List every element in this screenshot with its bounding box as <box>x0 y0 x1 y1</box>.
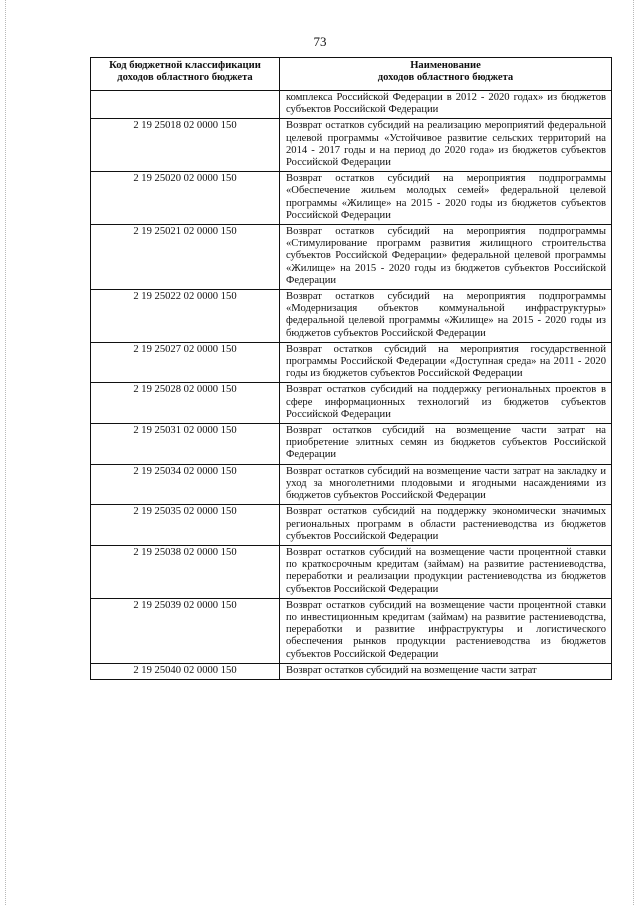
table-row <box>91 119 612 172</box>
row-name: Возврат остатков субсидий на возмещение части процентной ставки по инвестиционным кредитам (займам) на развитие растениеводства, переработки и развитие инфраструктуры и логистического обеспечения рынков продукции растениеводства из бюджетов субъектов Российской Федерации <box>280 598 612 663</box>
budget-income-table <box>90 57 612 680</box>
row-code: 2 19 25034 02 0000 150 <box>91 464 280 505</box>
row-name: Возврат остатков субсидий на поддержку региональных проектов в сфере информационных технологий из бюджетов субъектов Российской Федерации <box>280 383 612 424</box>
row-code: 2 19 25035 02 0000 150 <box>91 505 280 546</box>
table-row <box>91 663 612 679</box>
row-name: Возврат остатков субсидий на поддержку экономически значимых региональных программ в области растениеводства из бюджетов субъектов Российской Федерации <box>280 505 612 546</box>
table-row <box>91 225 612 290</box>
row-code <box>91 91 280 119</box>
row-name: Возврат остатков субсидий на мероприятия государственной программы Российской Федерации «Доступная среда» на 2011 - 2020 годы из бюджетов субъектов Российской Федерации <box>280 342 612 383</box>
row-code: 2 19 25038 02 0000 150 <box>91 545 280 598</box>
row-name: Возврат остатков субсидий на мероприятия подпрограммы «Модернизация объектов коммунальной инфраструктуры» федеральной целевой программы «Жилище» на 2015 - 2020 годы из бюджетов субъектов Российской Федерации <box>280 290 612 343</box>
page-number: 73 <box>313 34 327 49</box>
table-row <box>91 383 612 424</box>
row-name: Возврат остатков субсидий на мероприятия подпрограммы «Обеспечение жильем молодых семей» федеральной целевой программы «Жилище» на 2015 - 2020 годы из бюджетов субъектов Российской Федерации <box>280 172 612 225</box>
table-row <box>91 464 612 505</box>
row-name: Возврат остатков субсидий на возмещение части процентной ставки по краткосрочным кредитам (займам) на развитие растениеводства, переработки и реализации продукции растениеводства из бюджетов субъектов Российской Федерации <box>280 545 612 598</box>
row-name: Возврат остатков субсидий на возмещение части затрат на закладку и уход за многолетними плодовыми и ягодными насаждениями из бюджетов субъектов Российской Федерации <box>280 464 612 505</box>
page-edge-right <box>633 0 635 905</box>
header-code <box>91 58 280 91</box>
table-row <box>91 598 612 663</box>
table-header-row <box>91 58 612 91</box>
table-row <box>91 424 612 465</box>
row-name: Возврат остатков субсидий на возмещение части затрат на приобретение элитных семян из бюджетов субъектов Российской Федерации <box>280 424 612 465</box>
row-name: Возврат остатков субсидий на реализацию мероприятий федеральной целевой программы «Устойчивое развитие сельских территорий на 2014 - 2017 годы и на период до 2020 года» из бюджетов субъектов Российской Федерации <box>280 119 612 172</box>
table-row <box>91 545 612 598</box>
table-row <box>91 505 612 546</box>
page-edge-left <box>5 0 7 905</box>
row-code: 2 19 25031 02 0000 150 <box>91 424 280 465</box>
header-name-line-1: Наименование <box>410 60 481 71</box>
row-code: 2 19 25040 02 0000 150 <box>91 663 280 679</box>
row-code: 2 19 25039 02 0000 150 <box>91 598 280 663</box>
row-code: 2 19 25020 02 0000 150 <box>91 172 280 225</box>
header-code-line-1: Код бюджетной классификации <box>109 60 261 71</box>
table-row <box>91 342 612 383</box>
table-row <box>91 172 612 225</box>
row-code: 2 19 25028 02 0000 150 <box>91 383 280 424</box>
row-code: 2 19 25018 02 0000 150 <box>91 119 280 172</box>
row-name: Возврат остатков субсидий на мероприятия подпрограммы «Стимулирование программ развития жилищного строительства субъектов Российской Федерации» федеральной целевой программы «Жилище» на 2015 - 2020 годы из бюджетов субъектов Российской Федерации <box>280 225 612 290</box>
row-code: 2 19 25022 02 0000 150 <box>91 290 280 343</box>
table-row <box>91 290 612 343</box>
row-name: Возврат остатков субсидий на возмещение части затрат <box>280 663 612 679</box>
header-name-line-2: доходов областного бюджета <box>377 72 514 84</box>
table-row <box>91 91 612 119</box>
row-name: комплекса Российской Федерации в 2012 - 2020 годах» из бюджетов субъектов Российской Федерации <box>280 91 612 119</box>
row-code: 2 19 25027 02 0000 150 <box>91 342 280 383</box>
row-code: 2 19 25021 02 0000 150 <box>91 225 280 290</box>
header-code-line-2: доходов областного бюджета <box>117 72 253 84</box>
header-name <box>280 58 612 91</box>
